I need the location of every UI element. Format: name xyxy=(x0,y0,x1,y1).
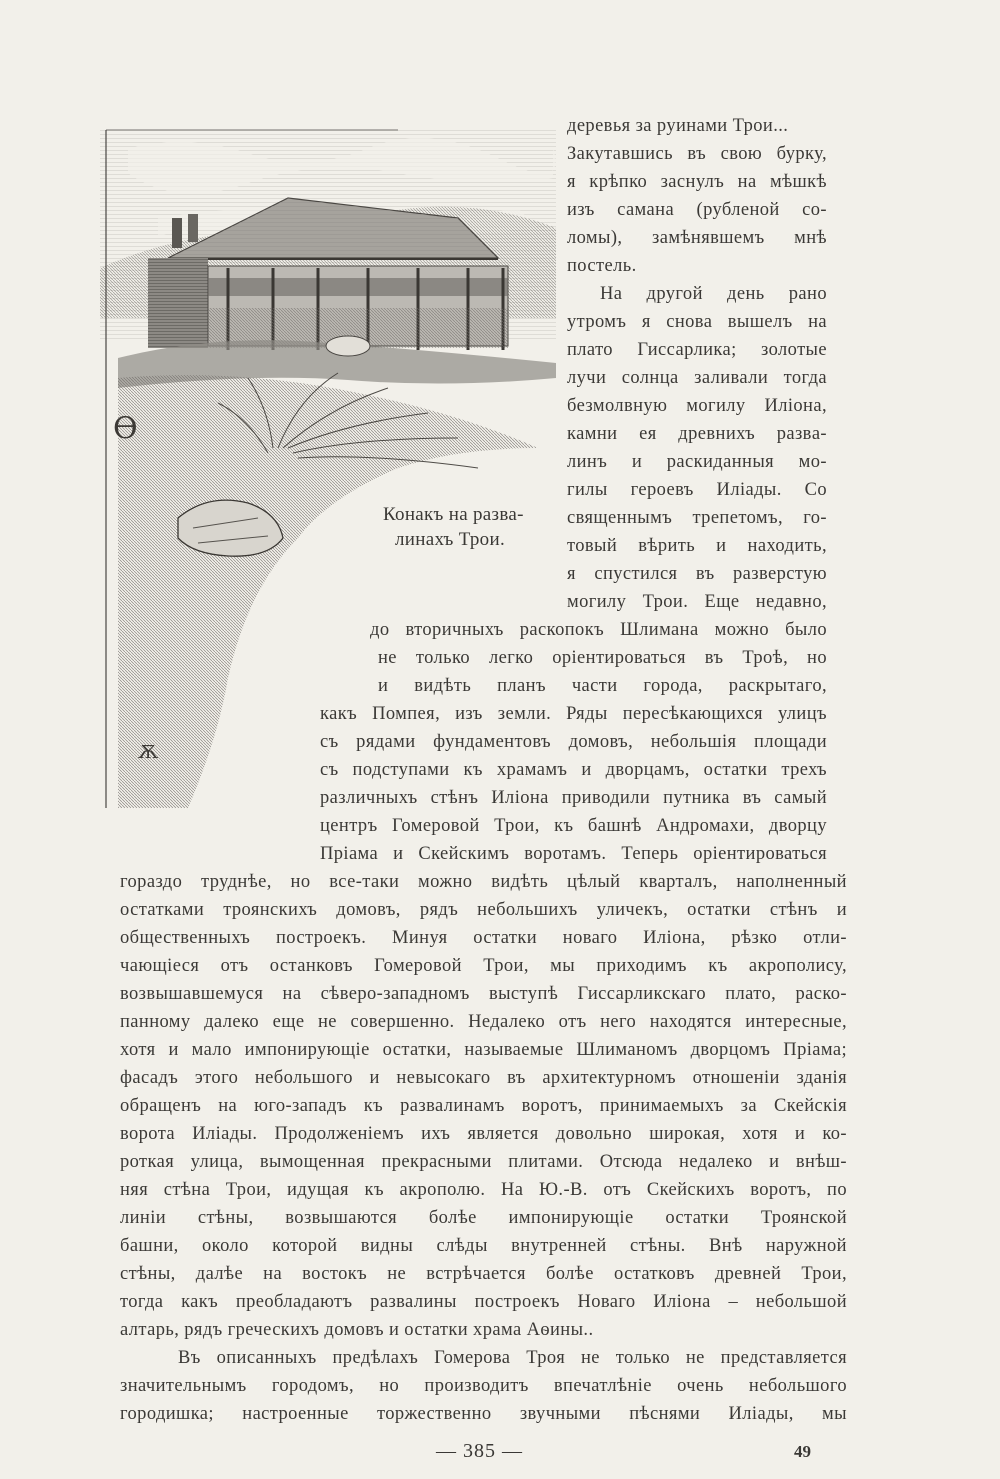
text-line: хотя и мало импонирующіе остатки, называемые Шлиманомъ дворцомъ Пріама; xyxy=(120,1040,847,1060)
text-line: стѣны, далѣе на востокъ не встрѣчается болѣе остатковъ древней Трои, xyxy=(120,1264,847,1284)
text-line: деревья за руинами Трои... xyxy=(567,116,789,136)
text-line: ворота Иліады. Продолженіемъ ихъ является довольно широкая, хотя и ко- xyxy=(120,1124,847,1144)
text-line: Въ описанныхъ предѣлахъ Гомерова Троя не только не представляется xyxy=(178,1348,847,1368)
text-line: товый вѣрить и находить, xyxy=(567,536,827,556)
caption-line: линахъ Трои. xyxy=(395,529,506,550)
text-line: ломы), замѣнявшемъ мнѣ xyxy=(567,228,827,248)
text-line: гилы героевъ Иліады. Со xyxy=(567,480,827,500)
text-line: фасадъ этого небольшого и невысокаго въ архитектурномъ отношеніи зданія xyxy=(120,1068,847,1088)
text-line: съ рядами фундаментовъ домовъ, небольшія площади xyxy=(320,732,827,752)
text-line: я спустился въ разверстую xyxy=(567,564,827,584)
text-line: На другой день рано xyxy=(600,284,827,304)
text-line: изъ самана (рубленой со- xyxy=(567,200,827,220)
text-line: съ подступами къ храмамъ и дворцамъ, остатки трехъ xyxy=(320,760,827,780)
text-line: линъ и раскиданныя мо- xyxy=(567,452,827,472)
text-line: алтарь, рядъ греческихъ домовъ и остатки храма Аѳины.. xyxy=(120,1320,594,1340)
text-line: не только легко оріентироваться въ Троѣ, но xyxy=(378,648,827,668)
text-line: башни, около которой видны слѣды внутренней стѣны. Внѣ наружной xyxy=(120,1236,847,1256)
text-line: значительнымъ городомъ, но производитъ впечатлѣніе очень небольшого xyxy=(120,1376,847,1396)
text-line: центръ Гомеровой Трои, къ башнѣ Андромахи, дворцу xyxy=(320,816,827,836)
text-line: обращенъ на юго-западъ къ развалинамъ воротъ, принимаемыхъ за Скейскія xyxy=(120,1096,847,1116)
text-line: какъ Помпея, изъ земли. Ряды пересѣкающихся улицъ xyxy=(320,704,827,724)
text-line: Пріама и Скейскимъ воротамъ. Теперь оріентироваться xyxy=(320,844,827,864)
text-line: остатками троянскихъ домовъ, рядъ небольшихъ уличекъ, остатки стѣнъ и xyxy=(120,900,847,920)
text-line: городишка; настроенные торжественно звучными пѣснями Иліады, мы xyxy=(120,1404,847,1424)
text-line: утромъ я снова вышелъ на xyxy=(567,312,827,332)
page-number: — 385 — xyxy=(436,1440,523,1462)
text-line: Закутавшись въ свою бурку, xyxy=(567,144,827,164)
text-line: постель. xyxy=(567,256,637,276)
text-line: безмолвную могилу Иліона, xyxy=(567,396,827,416)
text-line: камни ея древнихъ развa- xyxy=(567,424,827,444)
text-line: панному далеко еще не совершенно. Недалеко отъ него находятся интересные, xyxy=(120,1012,847,1032)
text-line: няя стѣна Трои, идущая къ акрополю. На Ю.-В. отъ Скейскихъ воротъ, по xyxy=(120,1180,847,1200)
monogram-bottom: Ѫ xyxy=(138,742,159,763)
text-line: плато Гиссарлика; золотые xyxy=(567,340,827,360)
text-line: священнымъ трепетомъ, го- xyxy=(567,508,827,528)
text-line: тогда какъ преобладаютъ развалины построекъ Новаго Иліона – небольшой xyxy=(120,1292,847,1312)
text-line: до вторичныхъ раскопокъ Шлимана можно было xyxy=(370,620,827,640)
monogram-top: Ѳ xyxy=(113,411,138,446)
caption-line: Конакъ на разва- xyxy=(383,504,524,525)
text-line: могилу Трои. Еще недавно, xyxy=(567,592,827,612)
text-line: возвышавшемуся на сѣверо-западномъ выступѣ Гиссарликскаго плато, раско- xyxy=(120,984,847,1004)
illustration-caption xyxy=(383,502,524,552)
text-line: гораздо труднѣе, но все-таки можно видѣть цѣлый кварталъ, наполненный xyxy=(120,872,847,892)
text-line: и видѣть планъ части города, раскрытаго, xyxy=(378,676,827,696)
text-line: линіи стѣны, возвышаются болѣе импонирующіе остатки Троянской xyxy=(120,1208,847,1228)
text-line: лучи солнца заливали тогда xyxy=(567,368,827,388)
text-line: различныхъ стѣнъ Иліона приводили путника въ самый xyxy=(320,788,827,808)
text-line: общественныхъ построекъ. Минуя остатки новаго Иліона, рѣзко отли- xyxy=(120,928,847,948)
text-line: чающіеся отъ останковъ Гомеровой Трои, мы приходимъ къ акрополису, xyxy=(120,956,847,976)
signature-mark: 49 xyxy=(794,1442,811,1461)
text-line: роткая улица, вымощенная прекрасными плитами. Отсюда недалеко и внѣш- xyxy=(120,1152,847,1172)
text-line: я крѣпко заснулъ на мѣшкѣ xyxy=(567,172,827,192)
